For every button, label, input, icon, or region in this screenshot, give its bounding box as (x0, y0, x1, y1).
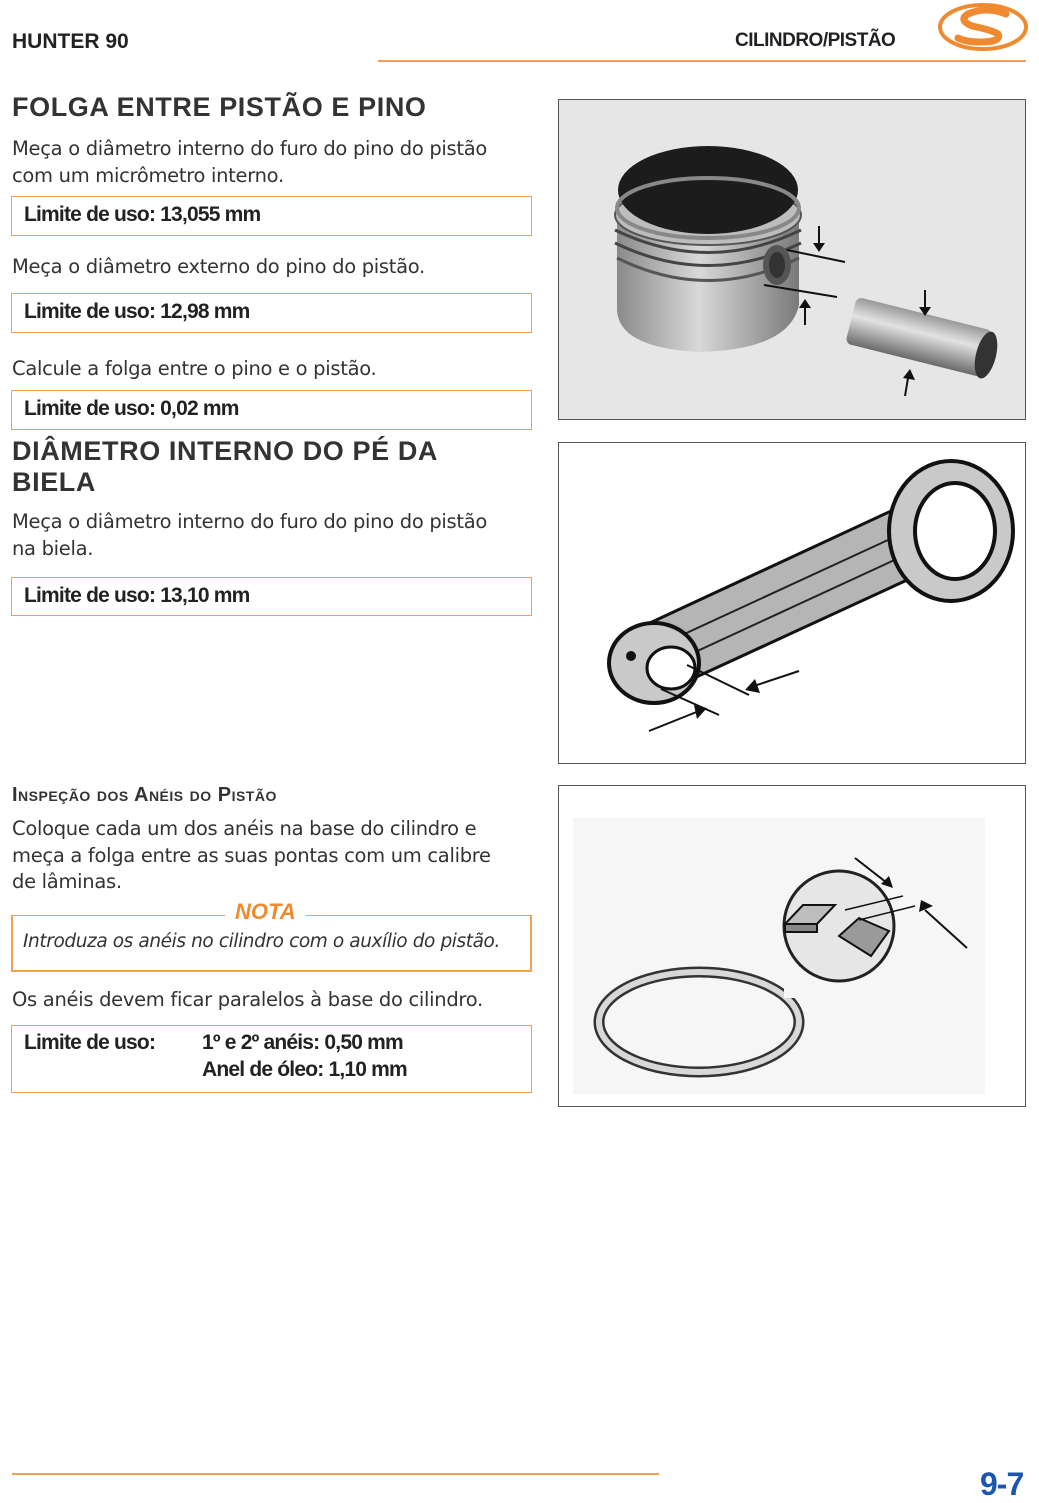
paragraph (12, 136, 487, 189)
paragraph (12, 509, 487, 562)
limit-value: 1º e 2º anéis: 0,50 mm (202, 1031, 403, 1054)
piston-drawing (559, 100, 1025, 419)
text-line: de lâminas. (12, 870, 122, 893)
text-line: Meça o diâmetro interno do furo do pino do pistão (12, 137, 488, 160)
paragraph (12, 816, 491, 896)
page-number: 9-7 (980, 1466, 1024, 1502)
limit-value: Limite de uso: 0,02 mm (24, 397, 239, 420)
paragraph: Calcule a folga entre o pino e o pistão. (12, 357, 377, 380)
limit-value: Anel de óleo: 1,10 mm (202, 1058, 407, 1081)
text-line: com um micrômetro interno. (12, 163, 284, 187)
header-divider (378, 60, 1026, 62)
limit-box (11, 390, 532, 430)
header-section: CILINDRO/PISTÃO (735, 30, 896, 51)
title-line: BIELA (12, 467, 96, 497)
text-line: Coloque cada um dos anéis na base do cilindro e (12, 817, 477, 840)
header-model: HUNTER 90 (12, 30, 129, 53)
limit-box (11, 293, 532, 333)
limit-value: Limite de uso: 13,055 mm (24, 203, 261, 226)
footer-divider (12, 1473, 659, 1475)
limit-box (11, 196, 532, 236)
section-title-ring-inspection: Inspeção dos Anéis do Pistão (12, 784, 277, 806)
text-line: meça a folga entre as suas pontas com um calibre (12, 843, 491, 867)
limit-label: Limite de uso: (24, 1031, 156, 1054)
text-line: na biela. (12, 536, 94, 560)
paragraph: Os anéis devem ficar paralelos à base do cilindro. (12, 988, 483, 1011)
piston-and-pin-photo-icon (558, 99, 1026, 420)
limit-value: Limite de uso: 13,10 mm (24, 584, 250, 607)
section-title-rod-small-end (12, 436, 438, 498)
piston-ring-gap-illustration-icon (558, 785, 1026, 1107)
connecting-rod-illustration-icon (558, 442, 1026, 764)
limit-box (11, 577, 532, 616)
ring-drawing (559, 786, 1025, 1106)
paragraph: Meça o diâmetro externo do pino do pistão. (12, 255, 425, 278)
sundown-s-logo-icon (936, 0, 1030, 52)
text-line: Meça o diâmetro interno do furo do pino do pistão (12, 510, 488, 533)
title-line: DIÂMETRO INTERNO DO PÉ DA (12, 436, 439, 466)
rod-drawing (559, 443, 1025, 763)
limit-value: Limite de uso: 12,98 mm (24, 300, 250, 323)
note-text: Introduza os anéis no cilindro com o auxílio do pistão. (23, 931, 500, 952)
note-box (11, 899, 532, 972)
note-label: NOTA (225, 899, 306, 925)
section-title-piston-pin-clearance: FOLGA ENTRE PISTÃO E PINO (12, 92, 427, 122)
limit-box (11, 1025, 532, 1093)
